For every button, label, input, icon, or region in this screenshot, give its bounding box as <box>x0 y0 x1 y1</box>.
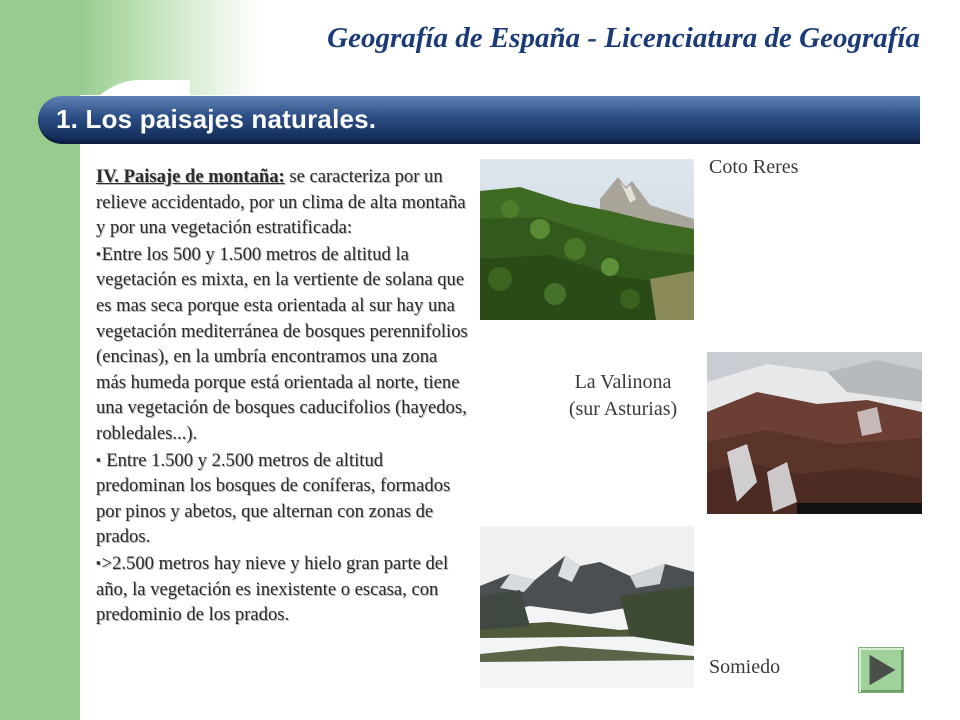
play-arrow-icon <box>859 648 903 692</box>
intro-heading: IV. Paisaje de montaña: <box>96 166 285 187</box>
bullet-text: Entre 1.500 y 2.500 metros de altitud predominan los bosques de coníferas, formados por pinos y abetos, que alternan con zonas de prados. <box>96 449 451 548</box>
bullet-text: >2.500 metros hay nieve y hielo gran parte del año, la vegetación es inexistente o escasa, con predominio de los prados. <box>96 552 449 626</box>
list-item <box>96 550 468 628</box>
intro-paragraph <box>96 164 468 241</box>
bullet-icon: ▪ <box>96 245 101 261</box>
bullet-icon: ▪ <box>96 451 101 467</box>
photo-la-valinona <box>707 352 922 514</box>
photo-caption-la-valinona <box>548 369 698 423</box>
section-title: 1. Los paisajes naturales. <box>56 104 377 134</box>
photo-coto-reres <box>480 159 694 320</box>
intro-text: se caracteriza por un relieve accidentado, por un clima de alta montaña y por una vegetación estratificada: <box>96 166 466 239</box>
bullet-text: Entre los 500 y 1.500 metros de altitud la vegetación es mixta, en la vertiente de solana que es mas seca porque esta orientada al sur hay una vegetación mediterránea de bosques perennifolios (encinas), en la umbría encontramos una zona más humeda porque está orientada al norte, tiene una vegetación de bosques caducifolios (hayedos, robledales...). <box>96 243 468 444</box>
caption-line: (sur Asturias) <box>568 398 678 420</box>
list-item <box>96 241 468 447</box>
next-slide-button[interactable] <box>858 647 904 693</box>
list-item <box>96 447 468 550</box>
caption-line: La Valinona <box>574 371 672 393</box>
slide-body-text <box>96 164 468 628</box>
photo-caption-coto-reres: Coto Reres <box>709 156 799 178</box>
photo-caption-somiedo: Somiedo <box>709 656 781 678</box>
bullet-icon: ▪ <box>96 554 101 570</box>
presentation-title: Geografía de España - Licenciatura de Geografía <box>327 22 920 54</box>
photo-somiedo <box>480 526 694 688</box>
